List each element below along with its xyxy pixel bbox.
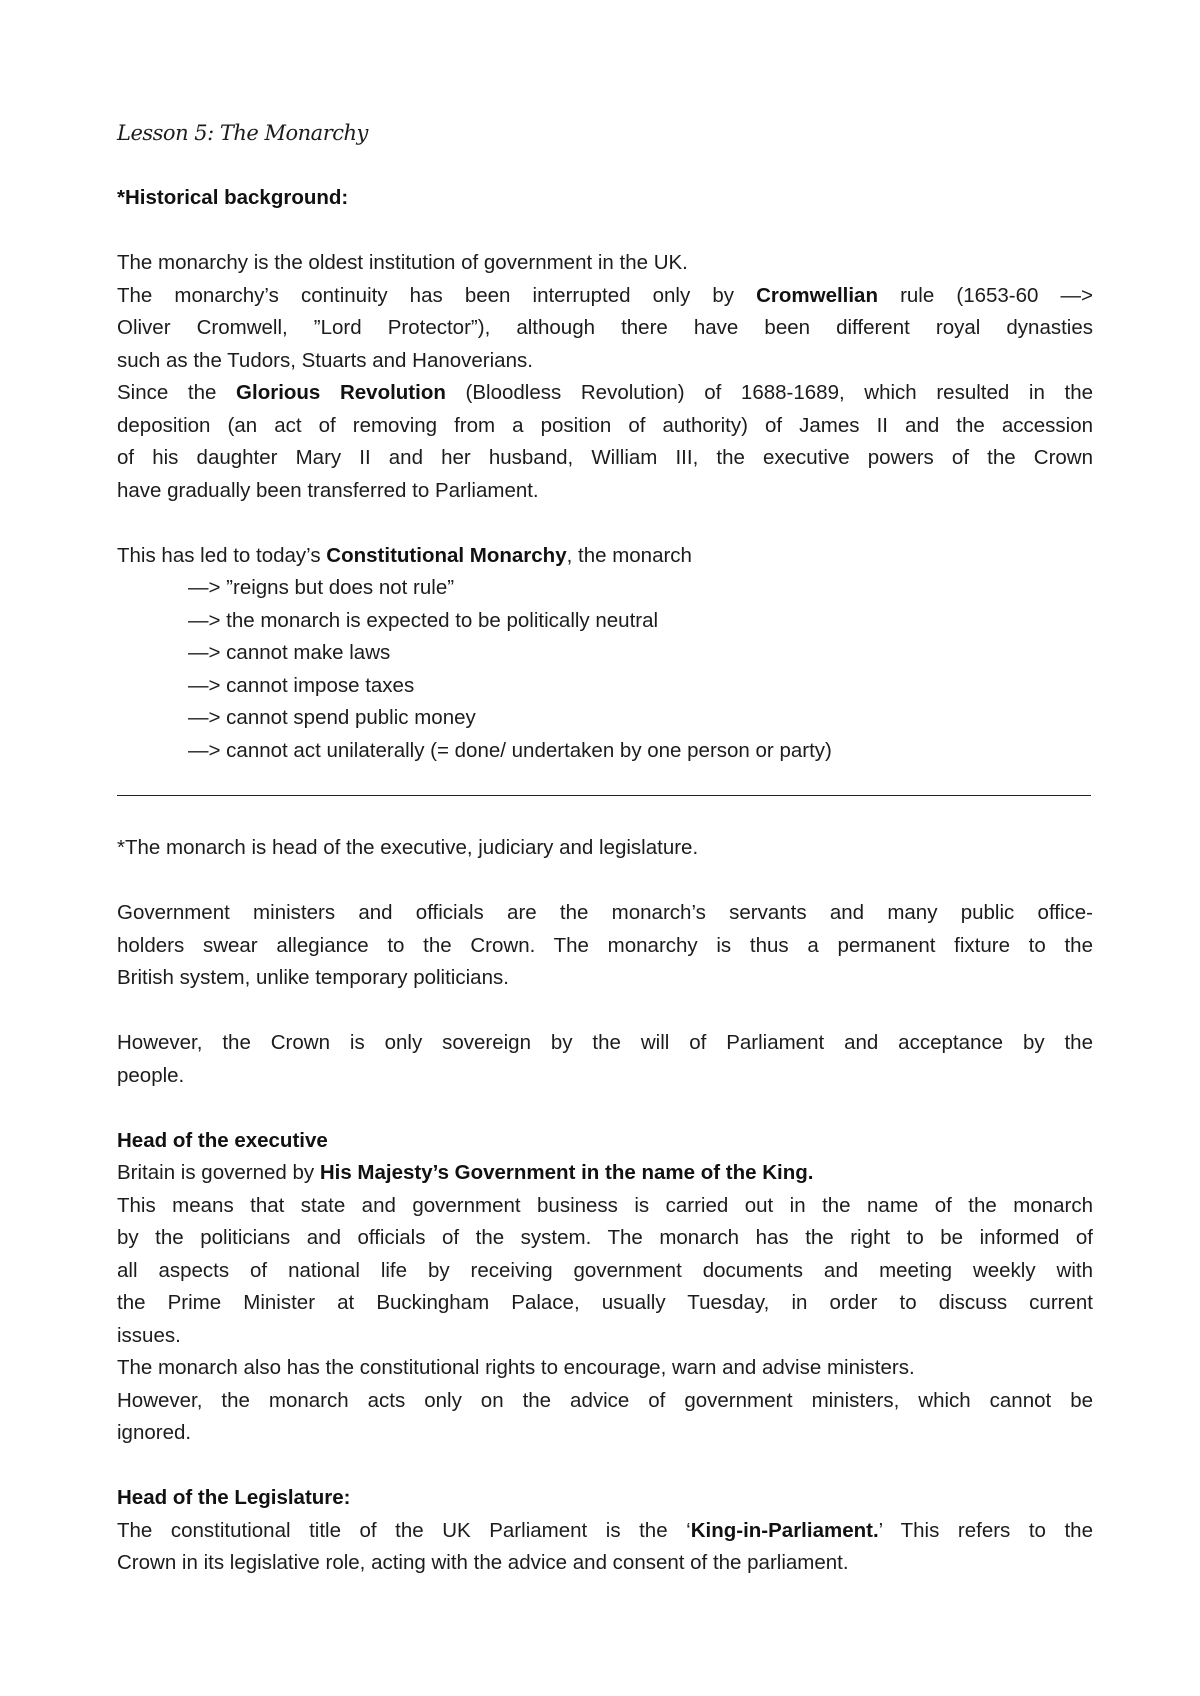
text-run: have gradually been transferred to Parliament. [117, 478, 539, 502]
text-line [117, 280, 1093, 313]
text-run: —> cannot act unilaterally (= done/ undertaken by one person or party) [188, 738, 832, 762]
bold-text: His Majesty’s Government in the name of the King. [319, 1161, 814, 1184]
bold-text: Constitutional Monarchy [326, 543, 567, 567]
bullet-line [117, 702, 1093, 735]
text-line [117, 1222, 1093, 1255]
text-run: British system, unlike temporary politicians. [117, 966, 509, 989]
horizontal-divider [117, 795, 1091, 796]
text-run: (Bloodless Revolution) of 1688-1689, which resulted in the [445, 381, 1093, 404]
text-run: rule (1653-60 —> [877, 283, 1093, 307]
text-run: —> cannot spend public money [188, 706, 476, 729]
blank-line [117, 995, 1093, 1028]
text-line [117, 1515, 1093, 1548]
text-run: The monarch also has the constitutional rights to encourage, warn and advise ministers. [117, 1356, 915, 1379]
text-run: The monarchy’s continuity has been interrupted only by [117, 283, 757, 307]
text-line [117, 1547, 1093, 1580]
text-run: people. [117, 1063, 185, 1087]
document-page [117, 117, 1093, 1580]
lesson-title [117, 117, 1093, 150]
text-line [117, 930, 1093, 963]
text-run: —> the monarch is expected to be politically neutral [188, 608, 659, 632]
bullet-line [117, 637, 1093, 670]
blank-line [117, 1092, 1093, 1125]
text-line [117, 1255, 1093, 1288]
text-line [117, 345, 1093, 378]
blank-line [117, 1450, 1093, 1483]
text-run: by the politicians and officials of the system. The monarch has the right to be informed of [117, 1226, 1093, 1249]
text-run: However, the monarch acts only on the advice of government ministers, which cannot be [117, 1388, 1093, 1412]
text-line [117, 1385, 1093, 1418]
bold-text: Head of the executive [117, 1128, 328, 1152]
bold-text: King-in-Parliament. [690, 1518, 879, 1542]
bullet-line [117, 572, 1093, 605]
text-run: This has led to today’s [117, 543, 327, 567]
text-run: of his daughter Mary II and her husband, William III, the executive powers of the Crown [117, 446, 1093, 469]
text-run: Lesson 5: The Monarchy [117, 121, 368, 145]
text-run: —> cannot make laws [188, 641, 391, 664]
text-run: Crown in its legislative role, acting with the advice and consent of the parliament. [117, 1551, 849, 1574]
text-run: *The monarch is head of the executive, judiciary and legislature. [117, 836, 699, 859]
text-line [117, 182, 1093, 215]
text-line [117, 247, 1093, 280]
text-run: This means that state and government business is carried out in the name of the monarch [117, 1193, 1093, 1217]
text-run: , the monarch [566, 543, 692, 567]
text-line [117, 1352, 1093, 1385]
text-run: deposition (an act of removing from a position of authority) of James II and the accession [117, 413, 1093, 437]
text-line [117, 1060, 1093, 1093]
text-run: Oliver Cromwell, ”Lord Protector”), although there have been different royal dynasties [117, 316, 1093, 339]
bold-text: Glorious Revolution [236, 381, 446, 404]
text-line [117, 442, 1093, 475]
text-run: the Prime Minister at Buckingham Palace, usually Tuesday, in order to discuss current [117, 1291, 1093, 1314]
text-run: holders swear allegiance to the Crown. The monarchy is thus a permanent fixture to the [117, 933, 1093, 957]
text-line [117, 540, 1093, 573]
text-run: ’ This refers to the [878, 1518, 1093, 1542]
bullet-line [117, 605, 1093, 638]
text-run: Britain is governed by [117, 1161, 320, 1184]
text-run: —> cannot impose taxes [188, 673, 415, 697]
text-run: —> ”reigns but does not rule” [188, 576, 455, 599]
blank-line [117, 150, 1093, 183]
text-line [117, 1190, 1093, 1223]
text-line [117, 1320, 1093, 1353]
text-line [117, 377, 1093, 410]
blank-line [117, 507, 1093, 540]
bold-text: Head of the Legislature: [117, 1486, 351, 1509]
text-line [117, 475, 1093, 508]
blank-line [117, 865, 1093, 898]
text-line [117, 410, 1093, 443]
bullet-line [117, 670, 1093, 703]
bold-text: Cromwellian [756, 283, 878, 307]
text-run: Government ministers and officials are the monarch’s servants and many public office- [117, 901, 1093, 924]
text-run: all aspects of national life by receiving government documents and meeting weekly with [117, 1258, 1093, 1282]
text-line [117, 832, 1093, 865]
text-line [117, 1027, 1093, 1060]
text-line [117, 897, 1093, 930]
text-line [117, 312, 1093, 345]
text-run: However, the Crown is only sovereign by the will of Parliament and acceptance by the [117, 1031, 1093, 1054]
bold-text: *Historical background: [117, 186, 349, 209]
text-run: issues. [117, 1323, 181, 1347]
text-line [117, 1417, 1093, 1450]
bullet-line [117, 735, 1093, 768]
text-line [117, 1287, 1093, 1320]
text-line [117, 962, 1093, 995]
text-run: The constitutional title of the UK Parliament is the ‘ [117, 1518, 691, 1542]
text-run: such as the Tudors, Stuarts and Hanoverians. [117, 348, 533, 372]
text-line [117, 1125, 1093, 1158]
blank-line [117, 215, 1093, 248]
text-run: The monarchy is the oldest institution of government in the UK. [117, 251, 688, 274]
text-run: Since the [117, 381, 237, 404]
blank-line [117, 800, 1093, 833]
text-line [117, 1157, 1093, 1190]
text-run: ignored. [117, 1421, 192, 1444]
text-line [117, 1482, 1093, 1515]
